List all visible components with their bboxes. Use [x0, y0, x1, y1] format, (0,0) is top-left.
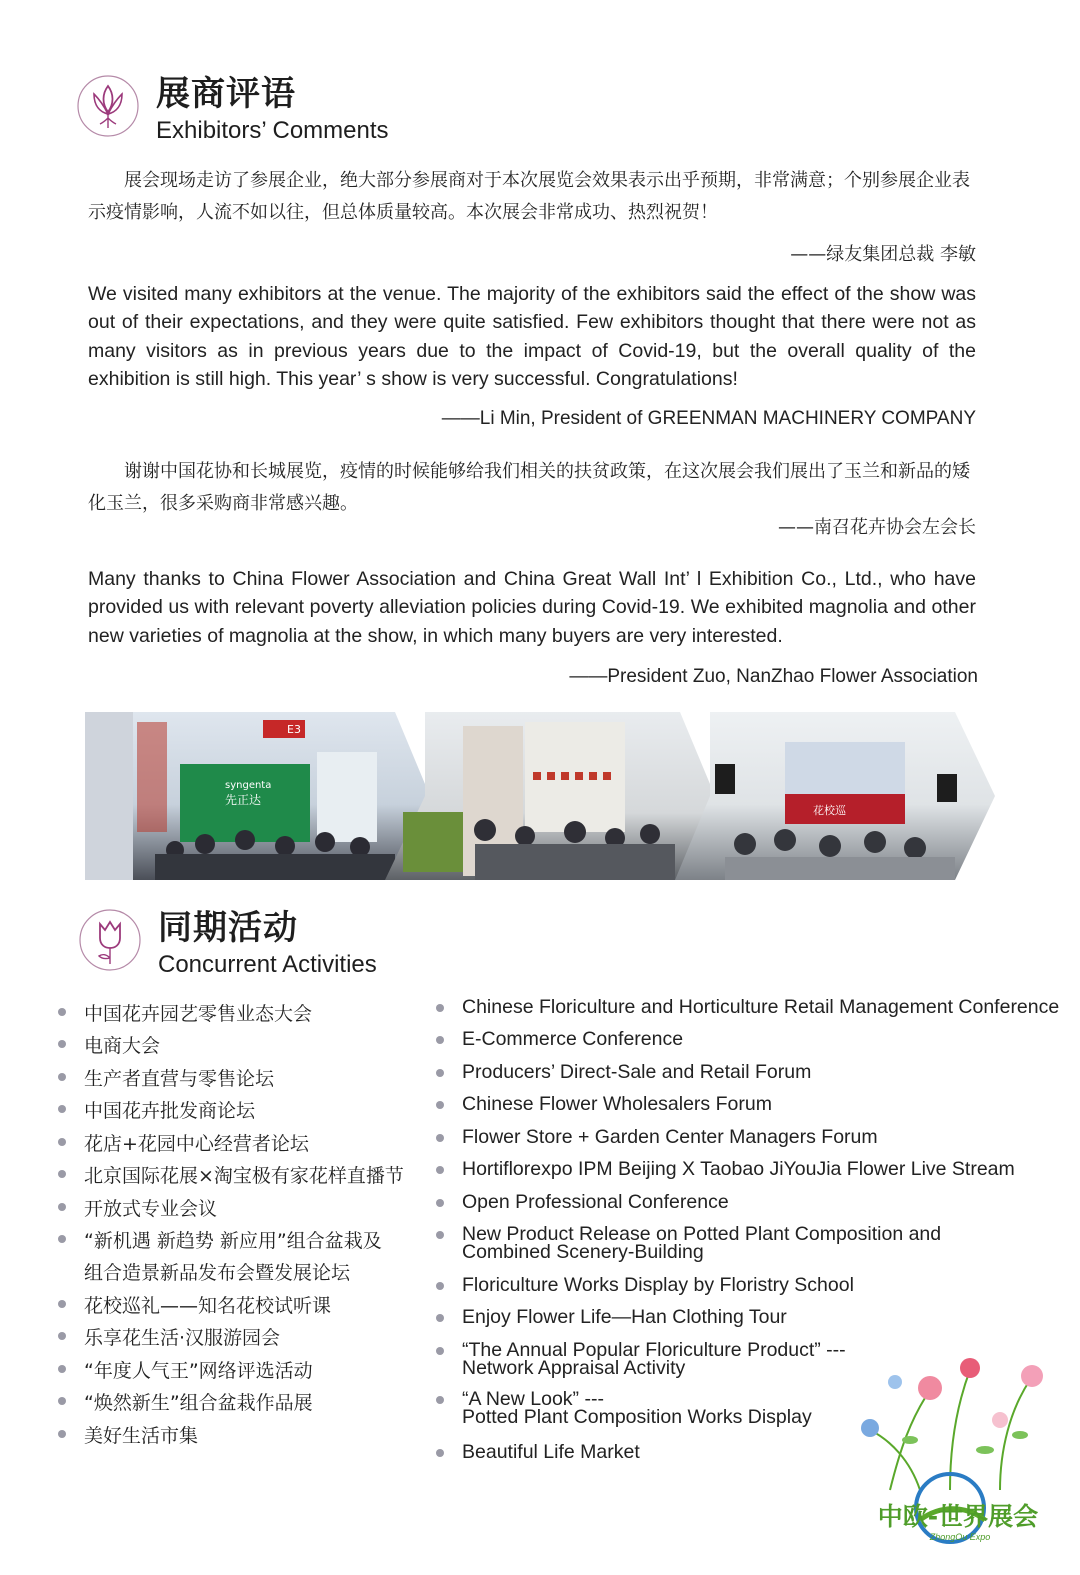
activity-en-item [436, 1225, 941, 1261]
activity-cn-item [58, 998, 312, 1030]
tulip-emblem-icon [78, 908, 142, 972]
bullet-icon [436, 1231, 444, 1239]
exhibition-photo-banner [85, 712, 995, 880]
logo-name-cn: 中欧-世界展会 [877, 1502, 1039, 1531]
bullet-icon [436, 1314, 444, 1322]
bullet-icon [58, 1235, 66, 1243]
bullet-icon [58, 1430, 66, 1438]
activity-en-item [436, 1341, 846, 1377]
section-title-cn: 展商评语 [156, 74, 296, 114]
zhongou-expo-logo [850, 1330, 1065, 1565]
bullet-icon [436, 1101, 444, 1109]
bullet-icon [58, 1105, 66, 1113]
bullet-icon [58, 1300, 66, 1308]
activity-cn-item-text: 开放式专业会议 [84, 1198, 218, 1220]
bullet-icon [58, 1073, 66, 1081]
activity-en-item-text: E-Commerce Conference [462, 1028, 684, 1050]
activity-cn-item [58, 1063, 274, 1095]
booth-sign-cn: 先正达 [225, 793, 262, 807]
comment-2-en-signature: ——President Zuo, NanZhao Flower Association [569, 666, 978, 687]
activity-en-item-text: Open Professional Conference [462, 1191, 729, 1213]
activity-en-item-text: Chinese Flower Wholesalers Forum [462, 1093, 772, 1115]
bullet-icon [436, 1069, 444, 1077]
activity-cn-item [58, 1095, 255, 1127]
activity-en-item-text: “The Annual Popular Floriculture Product” --- [462, 1339, 846, 1361]
activity-cn-item-text: 组合造景新品发布会暨发展论坛 [84, 1262, 351, 1284]
activity-cn-item [58, 1128, 309, 1160]
bullet-icon [58, 1170, 66, 1178]
bullet-icon [436, 1134, 444, 1142]
hall-mark: E3 [287, 723, 301, 736]
bullet-icon [58, 1138, 66, 1146]
activity-cn-item [58, 1160, 404, 1192]
activity-en-item-text: Potted Plant Composition Works Display [462, 1406, 812, 1428]
section-header-exhibitors [76, 74, 389, 146]
activity-en-item [436, 1193, 729, 1211]
activity-en-item [436, 1128, 878, 1146]
bullet-icon [436, 1396, 444, 1404]
activity-en-item [436, 998, 1059, 1016]
section-title-en: Concurrent Activities [158, 951, 377, 978]
activity-cn-item-text: “新机遇 新趋势 新应用”组合盆栽及 [84, 1230, 382, 1252]
stage-sign: 花校巡 [813, 804, 846, 817]
section-title-cn: 同期活动 [158, 908, 298, 948]
activity-en-item [436, 1030, 683, 1048]
comment-2-cn-signature: ——南召花卉协会左会长 [778, 517, 976, 538]
activity-en-item-text: Combined Scenery-Building [462, 1241, 704, 1263]
activity-en-item-text: Enjoy Flower Life—Han Clothing Tour [462, 1306, 787, 1328]
bullet-icon [436, 1282, 444, 1290]
bullet-icon [436, 1166, 444, 1174]
activity-cn-item [58, 1225, 382, 1289]
bullet-icon [58, 1040, 66, 1048]
activity-cn-item [58, 1290, 331, 1322]
activity-cn-item-text: “焕然新生”组合盆栽作品展 [84, 1392, 313, 1414]
lotus-emblem-icon [76, 74, 140, 138]
activity-en-item-text: Chinese Floriculture and Horticulture Retail Management Conference [462, 996, 1060, 1018]
bullet-icon [436, 1036, 444, 1044]
activity-en-item-text: Floriculture Works Display by Floristry School [462, 1274, 854, 1296]
activity-cn-item [58, 1355, 313, 1387]
activity-cn-item [58, 1322, 280, 1354]
activity-en-item-text: Network Appraisal Activity [462, 1357, 686, 1379]
activity-cn-item-text: 中国花卉园艺零售业态大会 [84, 1003, 313, 1025]
comment-2-cn: 谢谢中国花协和长城展览，疫情的时候能够给我们相关的扶贫政策，在这次展会我们展出了玉兰和新品的矮化玉兰，很多采购商非常感兴趣。 [88, 461, 970, 514]
activity-cn-item [58, 1193, 217, 1225]
bullet-icon [58, 1203, 66, 1211]
activity-en-item [436, 1443, 640, 1461]
activity-en-item-text: Hortiflorexpo IPM Beijing X Taobao JiYouJia Flower Live Stream [462, 1158, 1015, 1180]
activity-cn-item [58, 1420, 198, 1452]
activity-en-item-text: “A New Look” --- [462, 1388, 604, 1410]
photo-booth-flowers [385, 712, 715, 880]
section-header-activities [78, 908, 377, 980]
activity-cn-item-text: 花店+花园中心经营者论坛 [84, 1133, 309, 1155]
comment-1-cn-signature: ——绿友集团总裁 李敏 [790, 244, 976, 265]
activity-en-item-text: Beautiful Life Market [462, 1441, 640, 1463]
bullet-icon [436, 1004, 444, 1012]
activity-cn-item-text: 电商大会 [84, 1035, 161, 1057]
activity-cn-item-text: “年度人气王”网络评选活动 [84, 1360, 313, 1382]
activity-cn-item-text: 生产者直营与零售论坛 [84, 1068, 275, 1090]
bullet-icon [58, 1397, 66, 1405]
comment-1-cn: 展会现场走访了参展企业，绝大部分参展商对于本次展览会效果表示出乎预期，非常满意；个别参展企业表示疫情影响，人流不如以往，但总体质量较高。本次展会非常成功、热烈祝贺！ [88, 170, 970, 223]
bullet-icon [436, 1449, 444, 1457]
activity-en-item-text: New Product Release on Potted Plant Composition and [462, 1223, 942, 1245]
activity-cn-item-text: 北京国际花展×淘宝极有家花样直播节 [84, 1165, 404, 1187]
activity-en-item [436, 1063, 811, 1081]
booth-sign-syngenta: syngenta [225, 780, 272, 791]
bullet-icon [58, 1008, 66, 1016]
bullet-icon [436, 1199, 444, 1207]
activity-en-item [436, 1390, 812, 1426]
activity-cn-item-text: 花校巡礼——知名花校试听课 [84, 1295, 332, 1317]
logo-name-en: ZhongOu Expo [929, 1532, 991, 1542]
activity-en-item [436, 1095, 772, 1113]
activity-en-item [436, 1276, 854, 1294]
bullet-icon [58, 1332, 66, 1340]
activity-en-item-text: Producers’ Direct-Sale and Retail Forum [462, 1061, 812, 1083]
activity-cn-item [58, 1030, 160, 1062]
comment-1-en-signature: ——Li Min, President of GREENMAN MACHINERY COMPANY [441, 408, 976, 429]
bullet-icon [58, 1365, 66, 1373]
activity-cn-item [58, 1387, 313, 1419]
comment-1-en: We visited many exhibitors at the venue. The majority of the exhibitors said the effect of the show was out of their expectations, and they were quite satisfied. Few exhibitors thought that there were not as many visitors as in previous years due to the impact of Covid-19, but the overall quality of the exhibition is still high. This year’ s show is very successful. Congratulations! [88, 283, 976, 390]
activity-cn-item-text: 美好生活市集 [84, 1425, 199, 1447]
section-title-en: Exhibitors’ Comments [156, 117, 389, 144]
activity-en-item-text: Flower Store + Garden Center Managers Forum [462, 1126, 878, 1148]
bullet-icon [436, 1347, 444, 1355]
activity-cn-item-text: 中国花卉批发商论坛 [84, 1100, 256, 1122]
activity-en-item [436, 1308, 787, 1326]
photo-booth-syngenta [85, 712, 430, 880]
photo-stage-lecture [675, 712, 995, 880]
comment-2-en: Many thanks to China Flower Association and China Great Wall Int’ l Exhibition Co., Ltd., who have provided us with relevant poverty alleviation policies during Covid-19. We exhibited magnolia and other new varieties of magnolia at the show, in which many buyers are very interested. [88, 568, 976, 647]
activity-cn-item-text: 乐享花生活·汉服游园会 [84, 1327, 281, 1349]
activity-en-item [436, 1160, 1015, 1178]
